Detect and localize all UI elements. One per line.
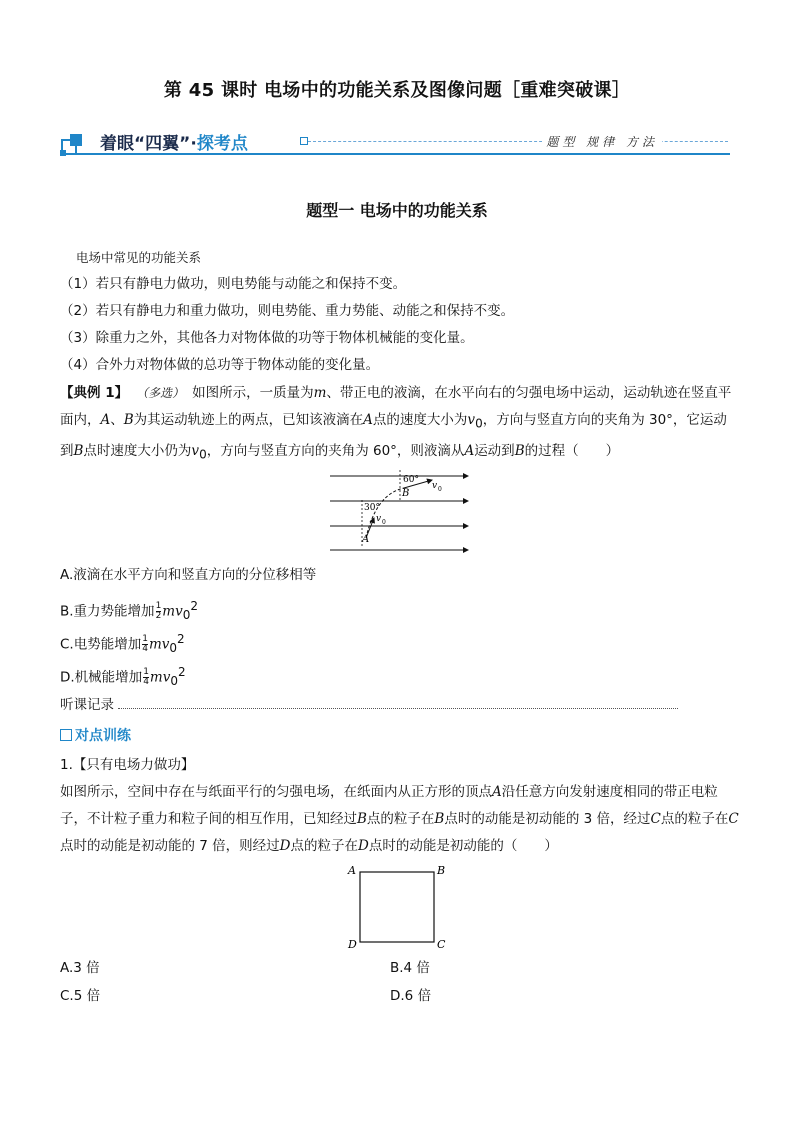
- square-label-B: B: [437, 864, 446, 877]
- label-v0-B-sub: 0: [438, 486, 442, 493]
- angle-60: 60°: [403, 475, 419, 485]
- training-box-icon: [60, 729, 72, 741]
- section-banner: [60, 126, 730, 160]
- example-1-question: 【典例 1】 （多选） 如图所示，一质量为m、带正电的液滴，在水平向右的匀强电场中运动，运动轨迹在竖直平面内，A、B为其运动轨迹上的两点，已知该液滴在A点的速度大小为$v_0$，方向与竖直方向的夹角为 30°，它运动到B点时速度大小仍为$v_0$，方向与竖直方向的夹角为 60°，则液滴从A运动到B的过程（ ）: [60, 385, 732, 462]
- label-v0-B: v: [432, 481, 438, 491]
- notes-dotted-line[interactable]: [118, 708, 678, 709]
- example-1-option-c[interactable]: C.电势能增加 $\frac{1}{4}$ $mv_0^2$: [60, 632, 185, 656]
- label-v0-A-sub: 0: [382, 519, 386, 526]
- trajectory: [366, 488, 404, 538]
- training-option-b[interactable]: B.4 倍: [390, 960, 430, 976]
- banner-title: 着眼“四翼”·探考点: [100, 134, 248, 154]
- intro-heading: 电场中常见的功能关系: [76, 250, 202, 265]
- banner-dash-line: [308, 141, 728, 142]
- banner-square-icon: [300, 137, 308, 145]
- training-option-a[interactable]: A.3 倍: [60, 960, 100, 976]
- notes-line[interactable]: 听课记录: [60, 692, 740, 719]
- example-1-option-a[interactable]: A.液滴在水平方向和竖直方向的分位移相等: [60, 567, 317, 583]
- intro-item-3: （3）除重力之外，其他各力对物体做的功等于物体机械能的变化量。: [60, 330, 474, 346]
- banner-subtitle: 题型 规律 方法: [542, 133, 662, 150]
- intro-item-1: （1）若只有静电力做功，则电势能与动能之和保持不变。: [60, 276, 407, 292]
- example-1-figure: [318, 466, 478, 556]
- training-heading: 对点训练: [60, 725, 131, 745]
- label-v0-A: v: [376, 514, 382, 524]
- angle-30: 30°: [364, 503, 380, 513]
- label-B: B: [402, 488, 410, 499]
- square-label-D: D: [348, 938, 357, 951]
- page-title: 第 45 课时 电场中的功能关系及图像问题［重难突破课］: [163, 80, 631, 101]
- section-title: 题型一 电场中的功能关系: [306, 201, 488, 220]
- label-A: A: [362, 534, 370, 545]
- training-q1-text: 如图所示，空间中存在与纸面平行的匀强电场，在纸面内从正方形的顶点A沿任意方向发射速度相同的带正电粒子，不计粒子重力和粒子间的相互作用，已知经过B点的粒子在B点时的动能是初动能的 3 倍，经过C点的粒子在C点时的动能是初动能的 7 倍，则经过D点的粒子在D点时的动能是初动能的（ ）: [60, 784, 739, 854]
- square-outline: [360, 872, 434, 942]
- square-label-A: A: [348, 864, 356, 877]
- square-label-C: C: [437, 938, 446, 951]
- training-q1-label: 1.【只有电场力做功】: [60, 757, 195, 773]
- example-1-option-d[interactable]: D.机械能增加 $\frac{1}{4}$ $mv_0^2$: [60, 665, 186, 689]
- example-1-option-b[interactable]: B.重力势能增加 $\frac{1}{2}$ $mv_0^2$: [60, 599, 199, 623]
- training-option-c[interactable]: C.5 倍: [60, 988, 101, 1004]
- square-figure: [344, 862, 454, 954]
- intro-item-4: （4）合外力对物体做的总功等于物体动能的变化量。: [60, 357, 380, 373]
- banner-underline: [60, 153, 730, 155]
- intro-item-2: （2）若只有静电力和重力做功，则电势能、重力势能、动能之和保持不变。: [60, 303, 515, 319]
- training-option-d[interactable]: D.6 倍: [390, 988, 432, 1004]
